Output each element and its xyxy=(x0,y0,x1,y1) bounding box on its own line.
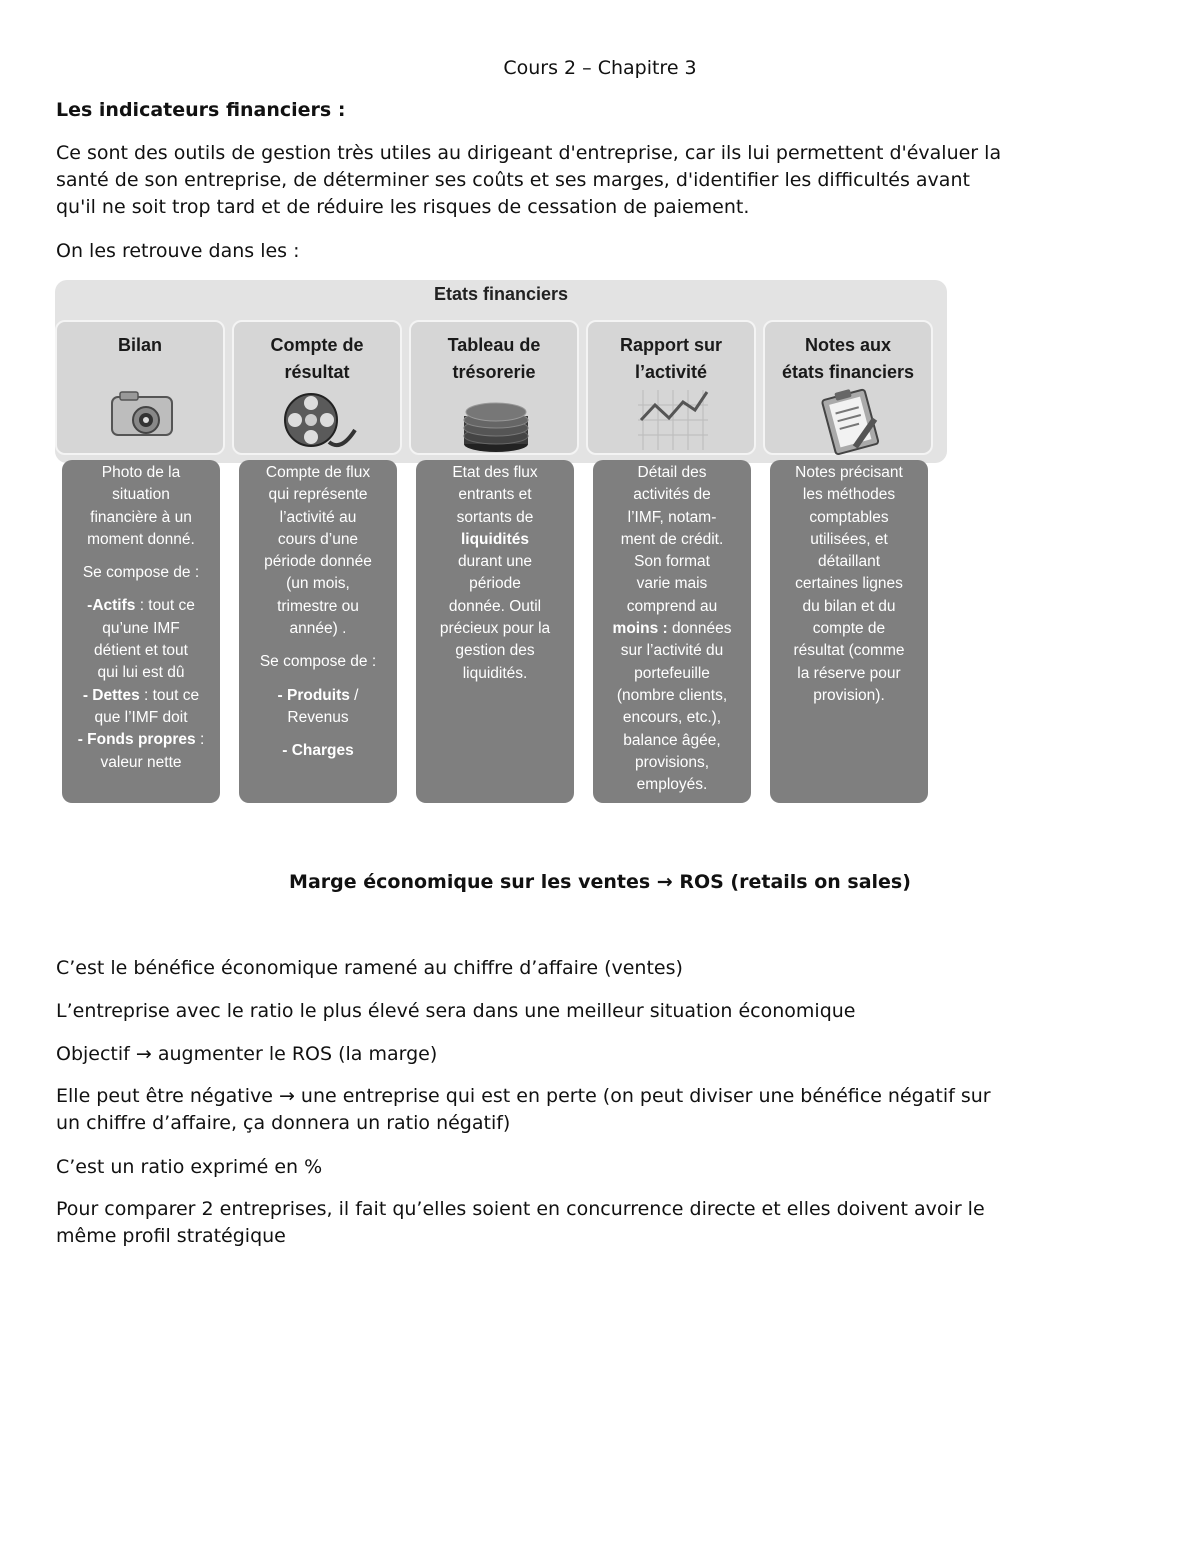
ros-line: Objectif → augmenter le ROS (la marge) xyxy=(56,1043,438,1065)
panel-line: détaillant xyxy=(817,553,881,571)
panel-line: entrants et xyxy=(458,486,532,504)
panel-line: Compte de flux xyxy=(265,464,371,481)
panel-line: l’activité au xyxy=(279,508,357,526)
panel-item-text: détient et tout xyxy=(94,642,188,660)
page-title: Cours 2 – Chapitre 3 xyxy=(503,57,697,79)
panel-line: balance âgée, xyxy=(623,731,721,749)
panel-bilan xyxy=(62,460,220,803)
panel-line: portefeuille xyxy=(634,664,710,682)
panel-line: encours, etc.), xyxy=(622,709,722,727)
panel-line: du bilan et du xyxy=(802,597,896,615)
panel-line: activités de xyxy=(633,486,711,504)
panel-item-text: qu’une IMF xyxy=(102,619,180,637)
panel-line: la réserve pour xyxy=(797,664,901,682)
panel-rapport-activite xyxy=(593,460,751,803)
panel-item-text: Revenus xyxy=(287,708,349,726)
card-bilan xyxy=(55,320,225,455)
card-title-line: résultat xyxy=(284,362,350,382)
panel-line: durant une xyxy=(457,553,533,571)
lead-text: On les retrouve dans les : xyxy=(56,240,300,262)
panel-line: Etat des flux xyxy=(452,464,538,481)
panel-line: Photo de la xyxy=(101,464,181,481)
card-title-line: l’activité xyxy=(634,362,708,382)
panel-line: qui représente xyxy=(268,486,368,504)
card-title xyxy=(57,332,223,359)
panel-line: année) . xyxy=(289,620,347,638)
panel-line: varie mais xyxy=(636,575,708,593)
panel-line: période donnée xyxy=(264,553,372,571)
panel-item xyxy=(62,618,220,640)
card-compte-resultat xyxy=(232,320,402,455)
panel-item xyxy=(239,685,397,707)
coins-icon xyxy=(456,386,536,456)
panel-line: ment de crédit. xyxy=(620,530,724,548)
panel-line: période xyxy=(469,575,521,593)
panel-line: sortants de xyxy=(456,508,534,526)
panel-item-text: / xyxy=(349,686,359,704)
panel-line: Détail des xyxy=(637,464,707,481)
financial-statements-diagram xyxy=(55,280,947,805)
ros-line: Pour comparer 2 entreprises, il fait qu’elles soient en concurrence directe et elles doivent avoir le xyxy=(56,1198,985,1220)
panel-item xyxy=(239,740,397,762)
ros-paragraph xyxy=(56,1041,1146,1068)
ros-paragraph xyxy=(56,1154,1146,1181)
panel-line-text: données xyxy=(667,620,732,638)
panel-line: Son format xyxy=(634,553,710,571)
card-title xyxy=(765,332,931,386)
panel-line: employés. xyxy=(636,776,708,794)
panel-item-text: : tout ce xyxy=(139,686,200,704)
intro-paragraph xyxy=(56,140,1146,221)
panel-line: comptables xyxy=(809,508,889,526)
panel-line: l’IMF, notam- xyxy=(627,508,717,526)
panel-tableau-tresorerie xyxy=(416,460,574,803)
panel-line: financière à un xyxy=(90,508,192,526)
panel-line: gestion des xyxy=(455,642,535,660)
panel-line: utilisées, et xyxy=(810,530,888,548)
card-title-line: Rapport sur xyxy=(619,335,722,355)
panel-line: sur l’activité du xyxy=(620,642,724,660)
panel-compose-label: Se compose de : xyxy=(259,653,377,671)
panel-line: trimestre ou xyxy=(277,597,359,615)
panel-item-bold: - Produits xyxy=(277,686,350,704)
panel-item-bold: - Charges xyxy=(282,742,354,760)
diagram-title: Etats financiers xyxy=(433,284,569,304)
camera-icon xyxy=(102,382,182,452)
panel-item-text: : tout ce xyxy=(135,597,195,615)
panel-line: provisions, xyxy=(634,753,710,771)
card-title-line: Compte de xyxy=(270,335,364,355)
ros-paragraph xyxy=(56,998,1146,1025)
panel-line xyxy=(416,529,574,551)
ros-line: Elle peut être négative → une entreprise qui est en perte (on peut diviser une bénéfice négatif sur xyxy=(56,1085,991,1107)
intro-line: santé de son entreprise, de déterminer ses coûts et ses marges, d'identifier les difficultés avant xyxy=(56,169,970,191)
section-heading-ros: Marge économique sur les ventes → ROS (retails on sales) xyxy=(289,871,911,893)
ros-line: C’est le bénéfice économique ramené au chiffre d’affaire (ventes) xyxy=(56,957,683,979)
panel-item-text: qui lui est dû xyxy=(97,664,185,682)
panel-item xyxy=(62,729,220,751)
ros-paragraph xyxy=(56,955,1146,982)
panel-item xyxy=(62,707,220,729)
panel-line: moment donné. xyxy=(87,530,195,548)
panel-item xyxy=(62,662,220,684)
panel-line: certaines lignes xyxy=(795,575,903,593)
ros-line: C’est un ratio exprimé en % xyxy=(56,1156,323,1178)
panel-item-bold: -Actifs xyxy=(87,597,136,615)
card-notes-etats-financiers xyxy=(763,320,933,455)
panel-line: les méthodes xyxy=(802,486,896,504)
panel-line: précieux pour la xyxy=(439,620,551,638)
panel-line: donnée. Outil xyxy=(448,597,542,615)
card-title xyxy=(588,332,754,386)
panel-line: comprend au xyxy=(626,597,718,615)
panel-line xyxy=(593,618,751,640)
panel-line: provision). xyxy=(813,686,885,704)
panel-line: Notes précisant xyxy=(795,464,903,481)
section-heading-indicators: Les indicateurs financiers : xyxy=(56,99,346,121)
ros-paragraph xyxy=(56,1083,1146,1137)
panel-line: cours d’une xyxy=(277,530,359,548)
panel-bold-word: liquidités xyxy=(460,530,530,548)
panel-notes-etats-financiers xyxy=(770,460,928,803)
panel-item-bold: - Dettes xyxy=(82,686,140,704)
panel-line: (nombre clients, xyxy=(616,686,728,704)
panel-item-text: valeur nette xyxy=(100,753,182,771)
card-title xyxy=(411,332,577,386)
panel-item xyxy=(62,640,220,662)
panel-item-text: que l’IMF doit xyxy=(94,708,188,726)
intro-line: Ce sont des outils de gestion très utiles au dirigeant d'entreprise, car ils lui permettent d'évaluer la xyxy=(56,142,1002,164)
panel-line: liquidités. xyxy=(462,664,528,682)
panel-line: résultat (comme xyxy=(793,642,905,660)
ros-line: même profil stratégique xyxy=(56,1225,286,1247)
card-tableau-tresorerie xyxy=(409,320,579,455)
line-chart-icon xyxy=(633,380,713,450)
panel-compose-label: Se compose de : xyxy=(82,564,200,582)
card-rapport-activite xyxy=(586,320,756,455)
ros-paragraph xyxy=(56,1196,1146,1250)
card-title-line: Notes aux xyxy=(804,335,892,355)
panel-bold-word: moins : xyxy=(612,620,668,638)
panel-item xyxy=(62,595,220,617)
panel-item xyxy=(62,752,220,774)
panel-line: (un mois, xyxy=(286,575,350,593)
ros-line: un chiffre d’affaire, ça donnera un ratio négatif) xyxy=(56,1112,511,1134)
intro-line: qu'il ne soit trop tard et de réduire les risques de cessation de paiement. xyxy=(56,196,750,218)
panel-line: situation xyxy=(112,486,170,504)
panel-item-bold: - Fonds propres xyxy=(77,731,196,749)
card-title-line: états financiers xyxy=(781,362,915,382)
panel-item xyxy=(62,685,220,707)
card-title xyxy=(234,332,400,386)
panel-item-text: : xyxy=(195,731,205,749)
card-title-line: Tableau de xyxy=(447,335,541,355)
card-title-line: trésorerie xyxy=(452,362,536,382)
panel-item xyxy=(239,707,397,729)
clipboard-icon xyxy=(810,386,890,456)
card-title-line: Bilan xyxy=(117,335,162,355)
panel-compte-resultat xyxy=(239,460,397,803)
ros-line: L’entreprise avec le ratio le plus élevé sera dans une meilleur situation économique xyxy=(56,1000,856,1022)
panel-line: compte de xyxy=(812,620,886,638)
film-reel-icon xyxy=(279,386,359,456)
